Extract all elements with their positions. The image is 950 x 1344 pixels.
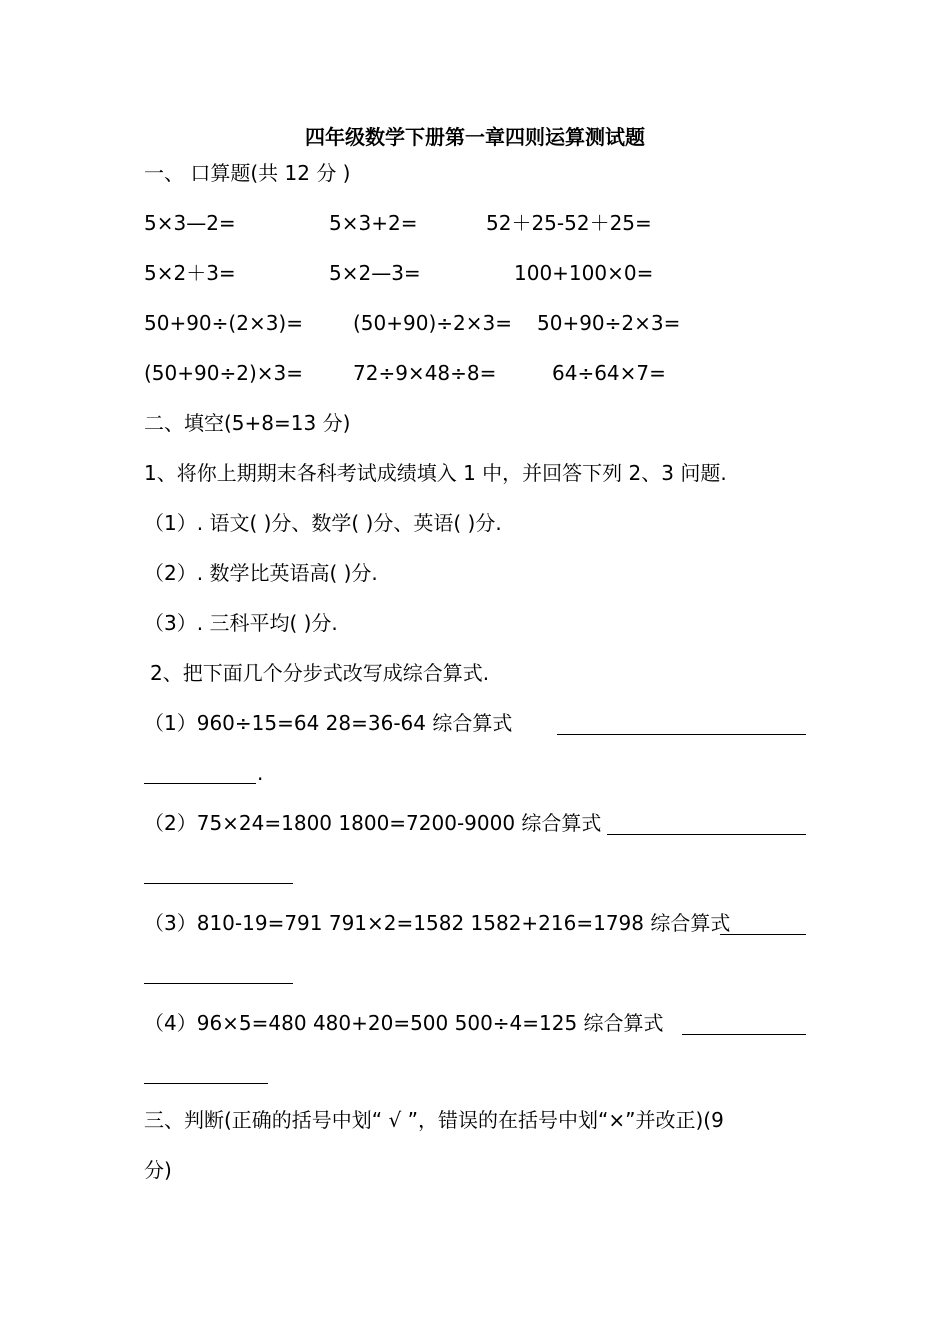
- oral-problem: 5×2—3=: [329, 261, 421, 285]
- oral-problem: 100+100×0=: [514, 261, 654, 285]
- answer-blank: [144, 983, 293, 984]
- section-1-heading: 一、 口算题(共 12 分 ): [144, 161, 351, 185]
- rewrite-item-2: （2）75×24=1800 1800=7200-9000 综合算式: [144, 811, 602, 835]
- section-2-heading: 二、填空(5+8=13 分): [144, 411, 351, 435]
- period-mark: .: [257, 761, 264, 785]
- rewrite-item-1: （1）960÷15=64 28=36-64 综合算式: [144, 711, 513, 735]
- answer-blank: [557, 734, 806, 735]
- rewrite-item-4: （4）96×5=480 480+20=500 500÷4=125 综合算式: [144, 1011, 664, 1035]
- question-1-sub-1: （1）. 语文( )分、数学( )分、英语( )分.: [144, 511, 502, 535]
- oral-problem: (50+90)÷2×3=: [353, 311, 512, 335]
- oral-problem: 50+90÷(2×3)=: [144, 311, 303, 335]
- answer-blank: [682, 1034, 806, 1035]
- oral-problem: 64÷64×7=: [552, 361, 666, 385]
- oral-problem: 5×3—2=: [144, 211, 236, 235]
- page-title: 四年级数学下册第一章四则运算测试题: [305, 125, 645, 149]
- answer-blank: [720, 934, 806, 935]
- oral-problem: 5×2＋3=: [144, 261, 236, 285]
- oral-problem: (50+90÷2)×3=: [144, 361, 303, 385]
- oral-problem: 52＋25-52＋25=: [486, 211, 652, 235]
- answer-blank: [144, 1083, 268, 1084]
- oral-problem: 5×3+2=: [329, 211, 418, 235]
- question-1: 1、将你上期期末各科考试成绩填入 1 中，并回答下列 2、3 问题.: [144, 461, 727, 485]
- answer-blank: [144, 883, 293, 884]
- answer-blank: [144, 783, 256, 784]
- question-1-sub-3: （3）. 三科平均( )分.: [144, 611, 338, 635]
- question-2: 2、把下面几个分步式改写成综合算式.: [150, 661, 490, 685]
- answer-blank: [607, 834, 806, 835]
- oral-problem: 50+90÷2×3=: [537, 311, 681, 335]
- section-3-heading: 三、判断(正确的括号中划“ √ ”，错误的在括号中划“×”并改正)(9: [144, 1108, 724, 1132]
- oral-problem: 72÷9×48÷8=: [353, 361, 497, 385]
- rewrite-item-3: （3）810-19=791 791×2=1582 1582+216=1798 综合算式: [144, 911, 731, 935]
- question-1-sub-2: （2）. 数学比英语高( )分.: [144, 561, 378, 585]
- section-3-heading-cont: 分): [144, 1158, 172, 1182]
